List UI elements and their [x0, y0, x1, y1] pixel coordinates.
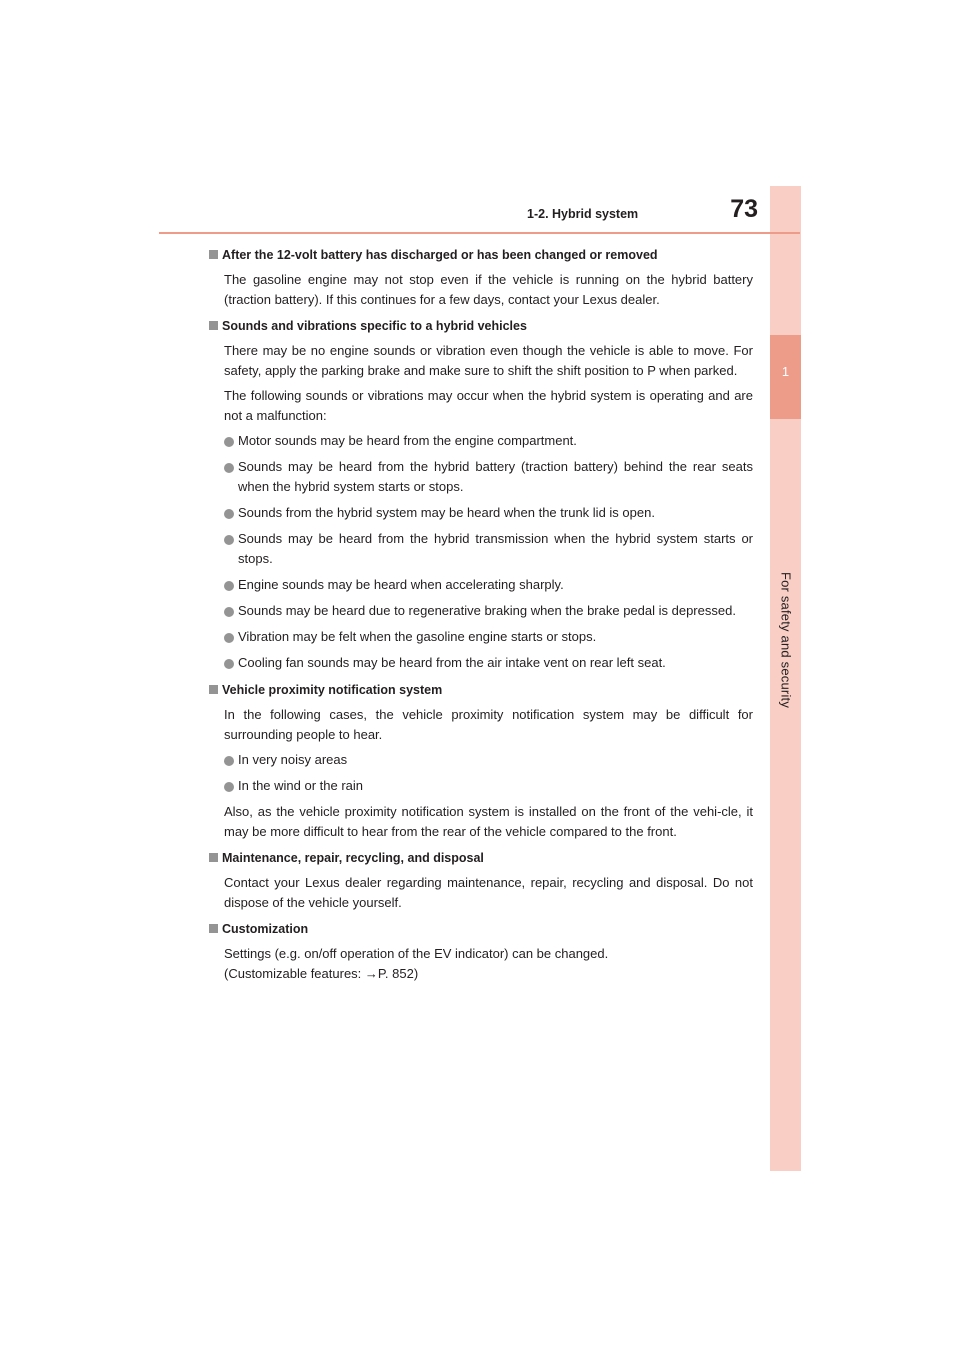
list-item: Motor sounds may be heard from the engine compartment.: [213, 431, 753, 451]
paragraph: There may be no engine sounds or vibration even though the vehicle is able to move. For safety, apply the parking brake and make sure to shift the shift position to P when parked.: [224, 343, 753, 378]
bullet-dot-icon: [224, 659, 234, 669]
section-heading: Maintenance, repair, recycling, and disposal: [209, 847, 753, 868]
bullet-dot-icon: [224, 535, 234, 545]
section-heading: Vehicle proximity notification system: [209, 679, 753, 700]
paragraph: Settings (e.g. on/off operation of the EV indicator) can be changed. (Customizable features: →P. 852): [224, 946, 609, 981]
list-item: Cooling fan sounds may be heard from the air intake vent on rear left seat.: [213, 653, 753, 673]
list-item: Sounds from the hybrid system may be heard when the trunk lid is open.: [213, 503, 753, 523]
paragraph: Contact your Lexus dealer regarding maintenance, repair, recycling and disposal. Do not dispose of the vehicle yourself.: [224, 875, 753, 910]
paragraph: In the following cases, the vehicle proximity notification system may be difficult for surrounding people to hear.: [224, 707, 753, 742]
list-item: In the wind or the rain: [213, 776, 753, 796]
page-content: [213, 244, 753, 984]
bullet-dot-icon: [224, 633, 234, 643]
list-item: Engine sounds may be heard when accelerating sharply.: [213, 575, 753, 595]
page-number: 73: [730, 195, 758, 223]
page-reference: (Customizable features: →P. 852): [224, 966, 419, 981]
section-heading: Customization: [209, 918, 753, 939]
list-item: Sounds may be heard from the hybrid battery (traction battery) behind the rear seats when the hybrid system starts or stops.: [213, 457, 753, 497]
bullet-dot-icon: [224, 782, 234, 792]
list-item: Vibration may be felt when the gasoline engine starts or stops.: [213, 627, 753, 647]
square-bullet-icon: [209, 853, 218, 862]
square-bullet-icon: [209, 685, 218, 694]
right-arrow-icon: →: [364, 966, 378, 981]
square-bullet-icon: [209, 321, 218, 330]
bullet-dot-icon: [224, 756, 234, 766]
list-item: In very noisy areas: [213, 750, 753, 770]
square-bullet-icon: [209, 924, 218, 933]
paragraph: Also, as the vehicle proximity notification system is installed on the front of the vehi-cle, it may be more difficult to hear from the rear of the vehicle compared to the front.: [224, 804, 753, 839]
list-item: Sounds may be heard due to regenerative braking when the brake pedal is depressed.: [213, 601, 753, 621]
header-rule: [159, 232, 800, 234]
section-heading: Sounds and vibrations specific to a hybrid vehicles: [209, 315, 753, 336]
square-bullet-icon: [209, 250, 218, 259]
bullet-dot-icon: [224, 463, 234, 473]
bullet-dot-icon: [224, 607, 234, 617]
paragraph: The gasoline engine may not stop even if the vehicle is running on the hybrid battery (traction battery). If this continues for a few days, contact your Lexus dealer.: [224, 272, 753, 307]
bullet-dot-icon: [224, 509, 234, 519]
chapter-title: For safety and security: [778, 571, 794, 709]
bullet-dot-icon: [224, 581, 234, 591]
chapter-number: 1: [781, 364, 790, 379]
section-heading: After the 12-volt battery has discharged or has been changed or removed: [209, 244, 753, 265]
list-item: Sounds may be heard from the hybrid transmission when the hybrid system starts or stops.: [213, 529, 753, 569]
paragraph: The following sounds or vibrations may occur when the hybrid system is operating and are not a malfunction:: [224, 388, 753, 423]
bullet-dot-icon: [224, 437, 234, 447]
section-title: 1-2. Hybrid system: [527, 207, 639, 221]
